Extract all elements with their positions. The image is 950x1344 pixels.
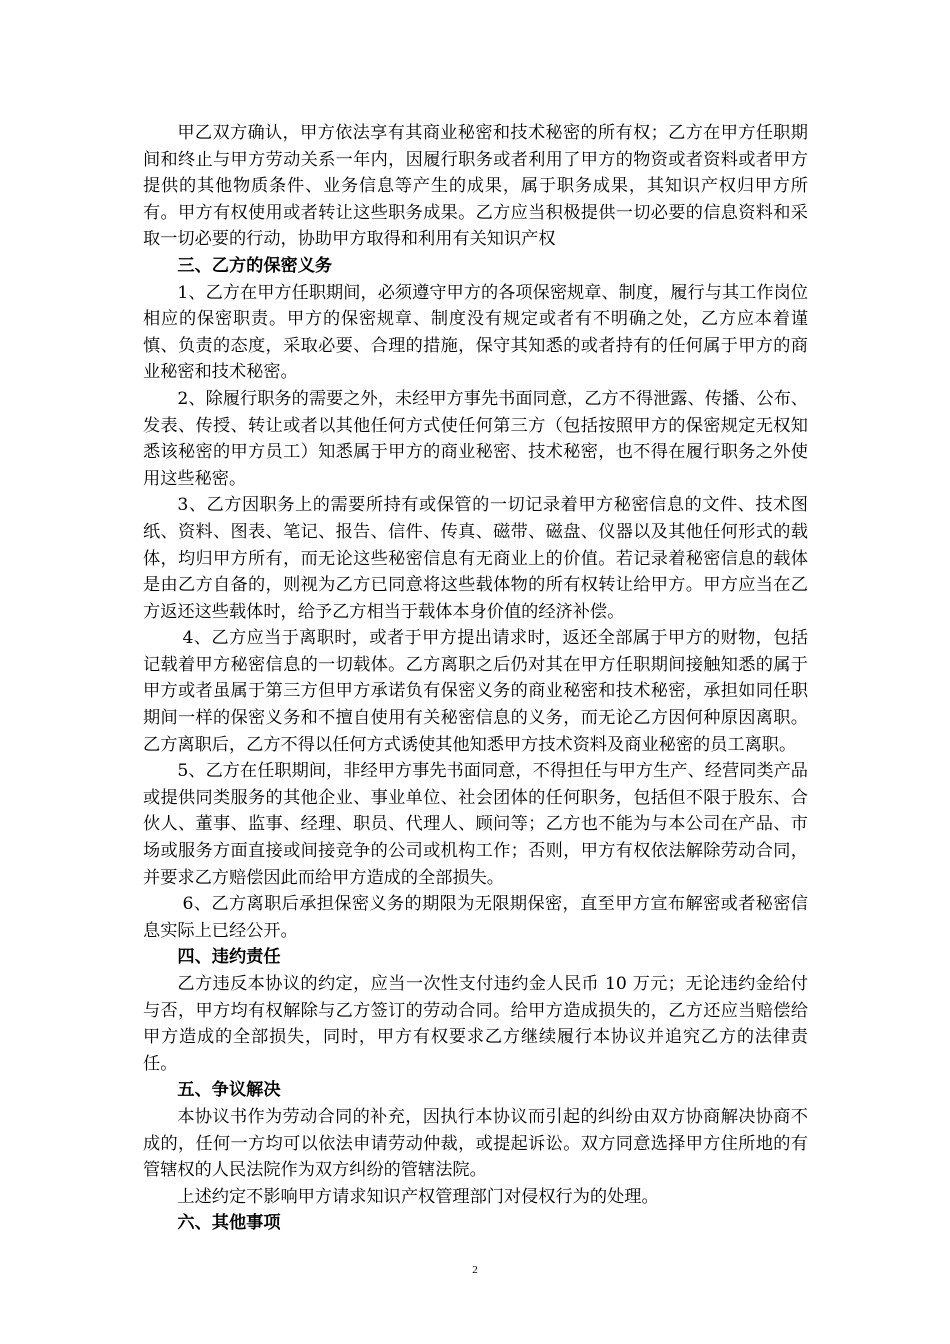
page-number: 2: [472, 1264, 478, 1276]
paragraph-dispute: 本协议书作为劳动合同的补充，因执行本协议而引起的纠纷由双方协商解决协商不成的，任何一方均可以依法申请劳动仲裁，或提起诉讼。双方同意选择甲方住所地的有管辖权的人民法院作为双方纠纷的管辖法院。: [143, 1106, 808, 1181]
paragraph-ip-ownership: 甲乙双方确认，甲方依法享有其商业秘密和技术秘密的所有权；乙方在甲方任职期间和终止与甲方劳动关系一年内，因履行职务或者利用了甲方的物资或者资料或者甲方提供的其他物质条件、业务信息等产生的成果，属于职务成果，其知识产权归甲方所有。甲方有权使用或者转让这些职务成果。乙方应当积极提供一切必要的信息资料和采取一切必要的行动，协助甲方取得和利用有关知识产权: [143, 123, 808, 250]
clause-2: 2、除履行职务的需要之外，未经甲方事先书面同意，乙方不得泄露、传播、公布、发表、传授、转让或者以其他任何方式使任何第三方（包括按照甲方的保密规定无权知悉该秘密的甲方员工）知悉属于甲方的商业秘密、技术秘密，也不得在履行职务之外使用这些秘密。: [143, 388, 808, 489]
clause-6: 6、乙方离职后承担保密义务的期限为无限期保密，直至甲方宣布解密或者秘密信息实际上已经公开。: [143, 894, 808, 941]
document-body: [143, 120, 808, 1237]
section-heading-dispute: 五、争议解决: [177, 1080, 281, 1101]
clause-1: 1、乙方在甲方任职期间，必须遵守甲方的各项保密规章、制度，履行与其工作岗位相应的保密职责。甲方的保密规章、制度没有规定或者有不明确之处，乙方应本着谨慎、负责的态度，采取必要、合理的措施，保守其知悉的或者持有的任何属于甲方的商业秘密和技术秘密。: [143, 282, 808, 383]
section-heading-liability: 四、违约责任: [177, 947, 281, 968]
paragraph-liability: 乙方违反本协议的约定，应当一次性支付违约金人民币 10 万元；无论违约金给付与否，甲方均有权解除与乙方签订的劳动合同。给甲方造成损失的，乙方还应当赔偿给甲方造成的全部损失，同时，甲方有权要求乙方继续履行本协议并追究乙方的法律责任。: [143, 974, 808, 1074]
clause-4: 4、乙方应当于离职时，或者于甲方提出请求时，返还全部属于甲方的财物，包括记载着甲方秘密信息的一切载体。乙方离职之后仍对其在甲方任职期间接触知悉的属于甲方或者虽属于第三方但甲方承诺负有保密义务的商业秘密和技术秘密，承担如同任职期间一样的保密义务和不擅自使用有关秘密信息的义务，而无论乙方因何种原因离职。乙方离职后，乙方不得以任何方式诱使其他知悉甲方技术资料及商业秘密的员工离职。: [143, 628, 808, 755]
clause-5: 5、乙方在任职期间，非经甲方事先书面同意，不得担任与甲方生产、经营同类产品或提供同类服务的其他企业、事业单位、社会团体的任何职务，包括但不限于股东、合伙人、董事、监事、经理、职员、代理人、顾问等；乙方也不能为与本公司在产品、市场或服务方面直接或间接竞争的公司或机构工作；否则，甲方有权依法解除劳动合同，并要求乙方赔偿因此而给甲方造成的全部损失。: [143, 761, 808, 888]
section-heading-other: 六、其他事项: [177, 1213, 281, 1234]
section-heading-confidentiality: 三、乙方的保密义务: [177, 255, 333, 276]
paragraph-dispute-note: 上述约定不影响甲方请求知识产权管理部门对侵权行为的处理。: [177, 1186, 659, 1207]
clause-3: 3、乙方因职务上的需要所持有或保管的一切记录着甲方秘密信息的文件、技术图纸、资料、图表、笔记、报告、信件、传真、磁带、磁盘、仪器以及其他任何形式的载体，均归甲方所有，而无论这些秘密信息有无商业上的价值。若记录着秘密信息的载体是由乙方自备的，则视为乙方已同意将这些载体物的所有权转让给甲方。甲方应当在乙方返还这些载体时，给予乙方相当于载体本身价值的经济补偿。: [143, 495, 808, 622]
